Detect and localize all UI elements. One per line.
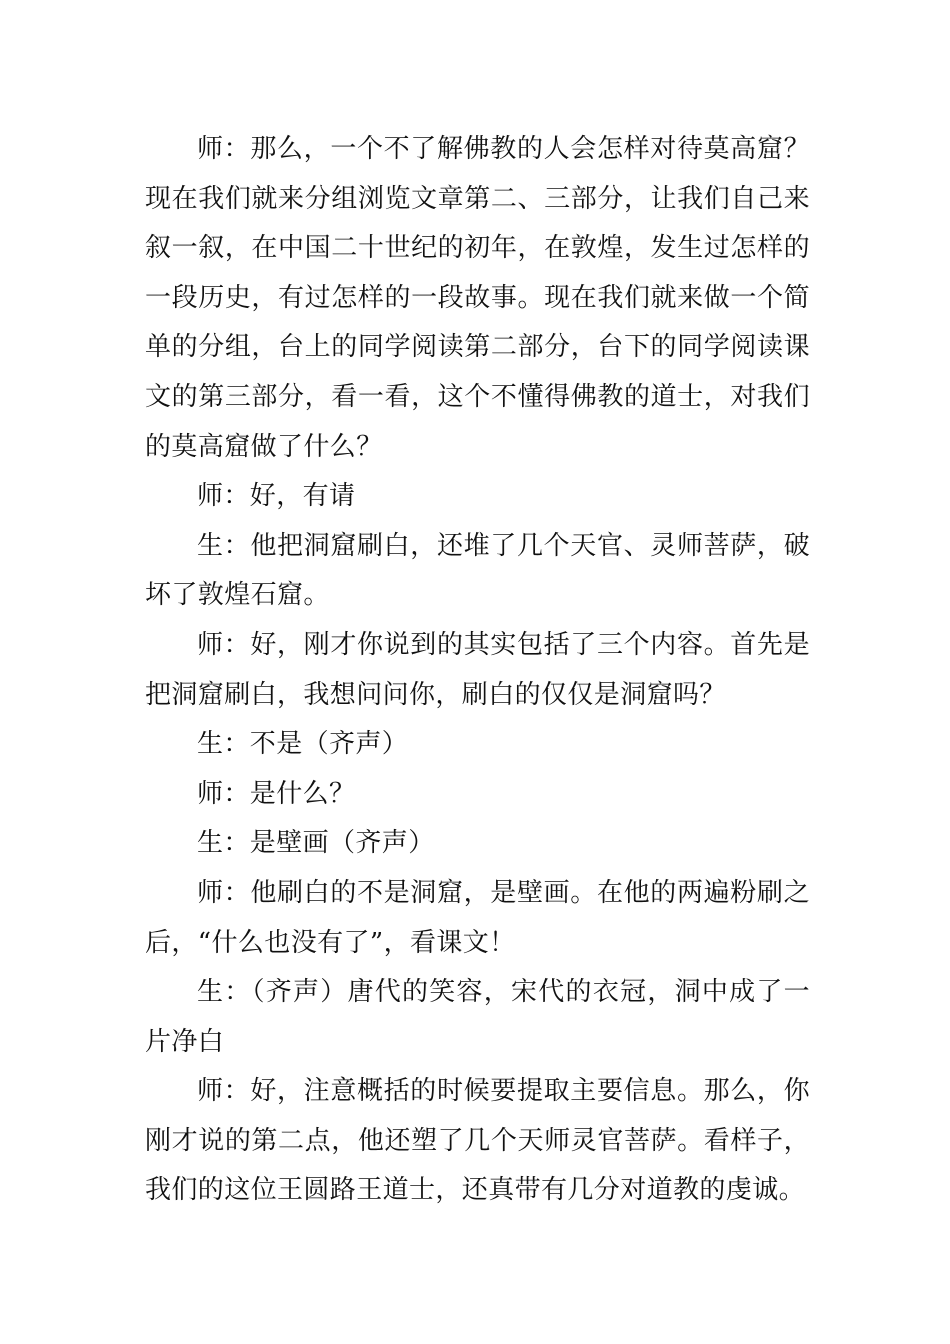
paragraph-student-answer: 生：他把洞窟刷白，还堆了几个天官、灵师菩萨，破坏了敦煌石窟。	[145, 530, 810, 611]
paragraph-student-reading: 生：（齐声）唐代的笑容，宋代的衣冠，洞中成了一片净白	[145, 977, 810, 1057]
paragraph-student-murals: 生：是壁画（齐声）	[197, 828, 435, 859]
paragraph-teacher-summary: 师：好，注意概括的时候要提取主要信息。那么，你刚才说的第二点，他还塑了几个天师灵官菩萨。看样子，我们的这位王圆路王道士，还真带有几分对道教的虔诚。	[145, 1076, 810, 1206]
paragraph-teacher-invite: 师：好，有请	[197, 481, 356, 512]
document-body	[145, 125, 810, 1216]
paragraph-student-chorus-no: 生：不是（齐声）	[197, 729, 409, 760]
paragraph-teacher-what: 师：是什么？	[197, 778, 356, 809]
paragraph-teacher-question: 师：那么，一个不了解佛教的人会怎样对待莫高窟？现在我们就来分组浏览文章第二、三部分，让我们自己来叙一叙，在中国二十世纪的初年，在敦煌，发生过怎样的一段历史，有过怎样的一段故事。现在我们就来做一个简单的分组，台上的同学阅读第二部分，台下的同学阅读课文的第三部分，看一看，这个不懂得佛教的道士，对我们的莫高窟做了什么？	[145, 134, 810, 462]
paragraph-teacher-murals: 师：他刷白的不是洞窟，是壁画。在他的两遍粉刷之后，“什么也没有了”，看课文！	[145, 877, 810, 958]
paragraph-teacher-followup: 师：好，刚才你说到的其实包括了三个内容。首先是把洞窟刷白，我想问问你，刷白的仅仅是洞窟吗？	[145, 629, 810, 710]
